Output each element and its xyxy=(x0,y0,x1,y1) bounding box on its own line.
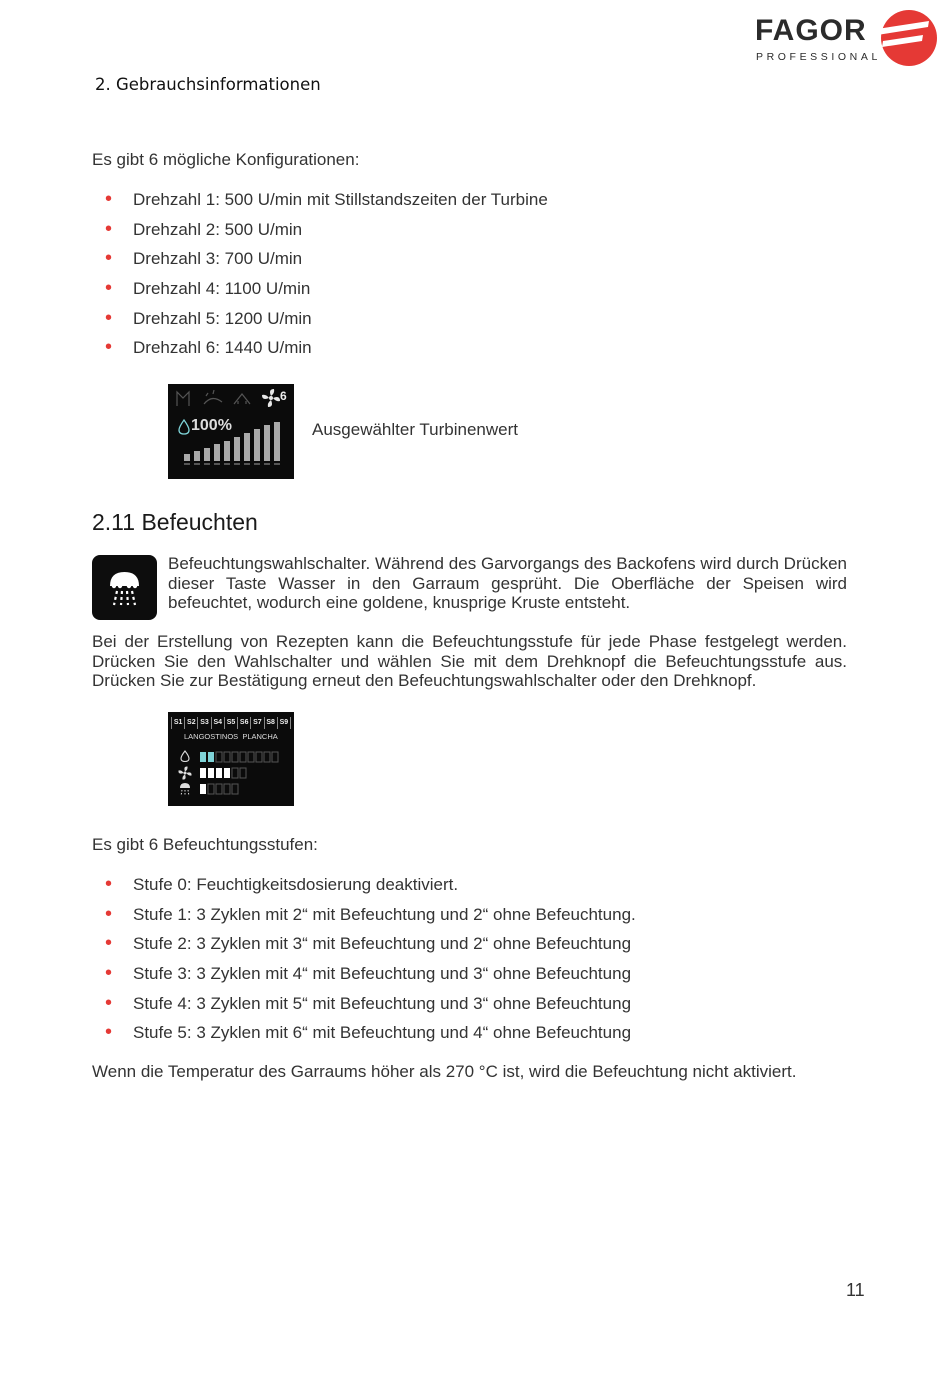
humidifier-description: Befeuchtungswahlschalter. Während des Garvorgangs des Backofens wird durch Drücken dieser Taste Wasser in den Garraum gesprüht. Die Oberfläche der Speisen wird befeuchtet, wodurch eine goldene, knusprige Kruste entsteht. xyxy=(168,554,847,613)
page-number: 11 xyxy=(846,1280,865,1300)
list-item: • Stufe 5: 3 Zyklen mit 6“ mit Befeuchtung und 4“ ohne Befeuchtung xyxy=(93,1023,853,1053)
oven-mode-icon xyxy=(177,392,189,406)
shower-icon xyxy=(180,783,190,796)
list-item: • Drehzahl 1: 500 U/min mit Stillstandszeiten der Turbine xyxy=(93,190,853,220)
list-item: • Drehzahl 3: 700 U/min xyxy=(93,249,853,279)
humidity-value: 100% xyxy=(191,417,232,434)
turbine-caption: Ausgewählter Turbinenwert xyxy=(312,420,519,439)
list-item: • Drehzahl 5: 1200 U/min xyxy=(93,309,853,339)
fan-level-cells xyxy=(200,768,246,778)
steam-mode-icon xyxy=(204,390,222,404)
fagor-mark-icon xyxy=(877,8,939,68)
humidifier-shower-icon xyxy=(92,555,157,620)
shower-level-cells xyxy=(200,784,238,794)
list-item: • Drehzahl 6: 1440 U/min xyxy=(93,338,853,368)
phase-step: S8 xyxy=(264,717,277,729)
fan-level: 6 xyxy=(280,389,287,403)
turbine-display xyxy=(168,384,294,479)
logo-wordmark: FAGOR xyxy=(755,14,867,47)
phase-step: S5 xyxy=(224,717,237,729)
fan-icon xyxy=(262,389,280,407)
drop-icon xyxy=(179,420,189,434)
list-item: • Stufe 0: Feuchtigkeitsdosierung deaktiviert. xyxy=(93,875,853,905)
turbine-intro: Es gibt 6 mögliche Konfigurationen: xyxy=(92,150,360,169)
phase-step: S4 xyxy=(211,717,224,729)
phase-step: S1 xyxy=(171,717,184,729)
phase-step: S3 xyxy=(197,717,210,729)
phase-step: S9 xyxy=(277,717,291,729)
drop-icon xyxy=(181,751,189,762)
humidity-level-cells xyxy=(200,752,278,762)
humidifier-paragraph: Bei der Erstellung von Rezepten kann die Befeuchtungsstufe für jede Phase festgelegt werden. Drücken Sie den Wahlschalter und wählen Sie mit dem Drehknopf die Befeuchtungsstufe aus. Drücken Sie zur Bestätigung erneut den Befeuchtungswahlschalter oder den Drehknopf. xyxy=(92,632,847,691)
fagor-logo xyxy=(755,8,940,68)
list-item: • Drehzahl 4: 1100 U/min xyxy=(93,279,853,309)
levels-list xyxy=(93,875,853,1053)
fan-icon xyxy=(178,766,191,779)
list-item: • Stufe 3: 3 Zyklen mit 4“ mit Befeuchtung und 3“ ohne Befeuchtung xyxy=(93,964,853,994)
logo-subline: PROFESSIONAL xyxy=(756,51,881,63)
list-item: • Drehzahl 2: 500 U/min xyxy=(93,220,853,250)
turbine-list xyxy=(93,190,853,368)
temperature-note: Wenn die Temperatur des Garraums höher als 270 °C ist, wird die Befeuchtung nicht aktiviert. xyxy=(92,1062,797,1081)
combi-mode-icon xyxy=(234,394,250,404)
section-header: 2. Gebrauchsinformationen xyxy=(95,75,321,94)
section-heading: 2.11 Befeuchten xyxy=(92,509,258,535)
recipe-name: LANGOSTINOS PLANCHA xyxy=(184,732,278,741)
levels-intro: Es gibt 6 Befeuchtungsstufen: xyxy=(92,835,318,854)
list-item: • Stufe 4: 3 Zyklen mit 5“ mit Befeuchtung und 3“ ohne Befeuchtung xyxy=(93,994,853,1024)
recipe-display xyxy=(168,712,294,806)
phase-step: S6 xyxy=(237,717,250,729)
phase-step: S7 xyxy=(250,717,263,729)
list-item: • Stufe 1: 3 Zyklen mit 2“ mit Befeuchtung und 2“ ohne Befeuchtung. xyxy=(93,905,853,935)
phase-step: S2 xyxy=(184,717,197,729)
list-item: • Stufe 2: 3 Zyklen mit 3“ mit Befeuchtung und 2“ ohne Befeuchtung xyxy=(93,934,853,964)
